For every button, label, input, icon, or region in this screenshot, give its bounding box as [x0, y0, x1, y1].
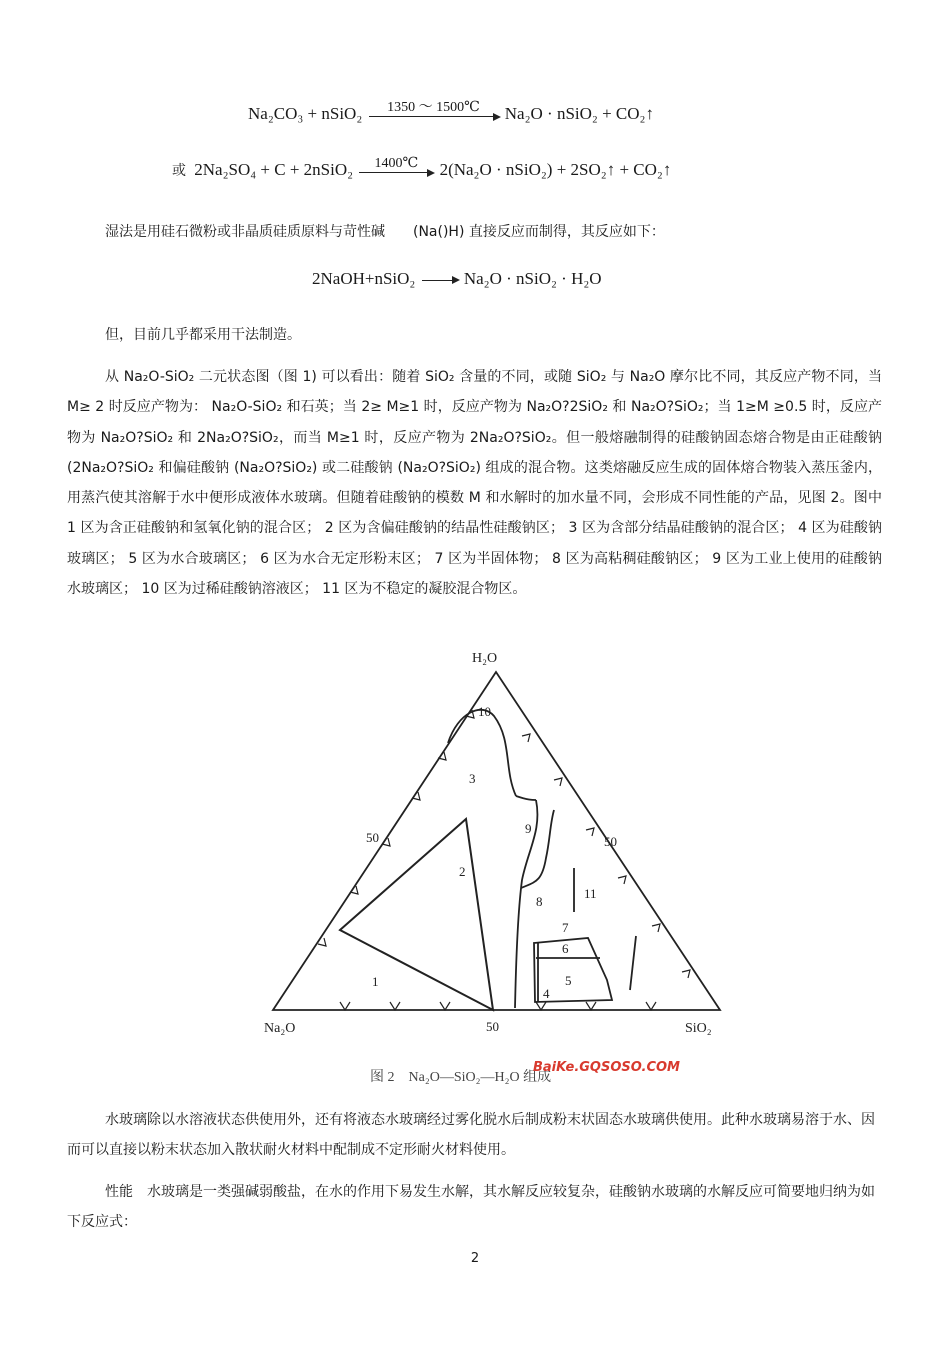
region-label-3: 3	[469, 771, 476, 786]
region-label-7: 7	[562, 920, 569, 935]
region-label-5: 5	[565, 973, 572, 988]
vertex-label-sodium-oxide: Na₂O	[264, 1021, 296, 1036]
region-label-4: 4	[543, 986, 550, 1001]
region-label-2: 2	[459, 864, 466, 879]
region-label-8: 8	[536, 894, 543, 909]
equation-lead-word: 或	[172, 163, 186, 179]
boundary-right-line	[630, 936, 636, 990]
region-label-1: 1	[372, 974, 379, 989]
boundary-10-3	[448, 710, 516, 796]
paragraph-wet-method	[67, 217, 882, 247]
reaction-condition: 1350 〜 1500℃	[387, 100, 480, 115]
paragraph-dry-method	[67, 320, 882, 350]
region-label-6: 6	[562, 941, 569, 956]
paragraph-phase-description	[67, 362, 882, 604]
region-2-boundary	[340, 819, 493, 1010]
ternary-phase-diagram	[260, 640, 730, 1090]
reaction-condition: 1400℃	[374, 156, 419, 171]
equation-left: 2NaOH+nSiO₂	[312, 269, 416, 288]
region-label-10: 10	[478, 704, 491, 719]
equation-left: 2Na₂SO₄ + C + 2nSiO₂	[194, 160, 354, 179]
paragraph-text: 但，目前几乎都采用干法制造。	[105, 327, 301, 343]
paragraph-text: 水玻璃除以水溶液状态供使用外，还有将液态水玻璃经过雾化脱水后制成粉末状固态水玻璃供使用。此种水玻璃易溶于水、因而可以直接以粉末状态加入散状耐火材料中配制成不定形耐火材料使用。	[67, 1112, 875, 1159]
equation-left: Na₂CO₃ + nSiO₂	[248, 104, 363, 123]
scale-label-bottom-50: 50	[486, 1019, 499, 1034]
region-label-9: 9	[525, 821, 532, 836]
vertex-label-silica: SiO₂	[685, 1021, 712, 1036]
page-number: 2	[470, 1251, 480, 1266]
paragraph-text: 湿法是用硅石微粉或非晶质硅质原料与苛性碱 (Na()H) 直接反应而制得，其反应如下：	[105, 224, 665, 240]
paragraph-properties	[67, 1177, 882, 1238]
equation-right: Na₂O · nSiO₂ · H₂O	[463, 269, 602, 288]
equation-right: Na₂O · nSiO₂ + CO₂↑	[504, 104, 654, 123]
triangle-outline	[273, 672, 720, 1010]
vertex-label-water: H₂O	[472, 651, 498, 666]
equation-right: 2(Na₂O · nSiO₂) + 2SO₂↑ + CO₂↑	[439, 160, 672, 179]
figure-caption: 图 2 Na₂O—SiO₂—H₂O 组成	[370, 1070, 552, 1085]
equation-dry-carbonate	[248, 100, 654, 124]
reaction-arrow	[422, 280, 458, 281]
ternary-diagram-svg	[260, 640, 730, 1090]
reaction-arrow	[369, 100, 499, 124]
equation-wet-method	[312, 269, 602, 289]
watermark-text: BaiKe.GQSOSO.COM	[533, 1060, 680, 1075]
scale-label-left-50: 50	[366, 830, 379, 845]
region-label-11: 11	[584, 886, 597, 901]
paragraph-text: 性能 水玻璃是一类强碱弱酸盐，在水的作用下易发生水解，其水解反应较复杂，硅酸钠水玻璃的水解反应可简要地归纳为如下反应式：	[67, 1184, 875, 1231]
reaction-arrow	[359, 156, 433, 180]
scale-label-right-50: 50	[604, 834, 617, 849]
equation-dry-sulfate	[172, 156, 671, 180]
paragraph-text: 从 Na₂O-SiO₂ 二元状态图（图 1) 可以看出：随着 SiO₂ 含量的不同，或随 SiO₂ 与 Na₂O 摩尔比不同，其反应产物不同，当 M≥ 2 时反应产物为： Na₂O-SiO₂ 和石英；当 2≥ M≥1 时，反应产物为 Na₂O?2SiO₂ 和 Na₂O?SiO₂；当 1≥M ≥0.5 时，反应产物为 Na₂O?SiO₂ 和 2Na₂O?SiO₂，而当 M≥1 时，反应产物为 2Na₂O?SiO₂。但一般熔融制得的硅酸钠固态熔合物是由正硅酸钠 (2Na₂O?SiO₂ 和偏硅酸钠 (Na₂O?SiO₂) 或二硅酸钠 (Na₂O?SiO₂) 组成的混合物。这类熔融反应生成的固体熔合物装入蒸压釜内，用蒸汽使其溶解于水中便形成液体水玻璃。但随着硅酸钠的模数 M 和水解时的加水量不同，会形成不同性能的产品，见图 2。图中 1 区为含正硅酸钠和氢氧化钠的混合区； 2 区为含偏硅酸钠的结晶性硅酸钠区； 3 区为含部分结晶硅酸钠的混合区； 4 区为硅酸钠玻璃区； 5 区为水合玻璃区； 6 区为水合无定形粉末区； 7 区为半固体物； 8 区为高粘稠硅酸钠区； 9 区为工业上使用的硅酸钠水玻璃区； 10 区为过稀硅酸钠溶液区； 11 区为不稳定的凝胶混合物区。	[67, 369, 882, 598]
boundary-3-9	[516, 796, 536, 800]
paragraph-powder-form	[67, 1105, 882, 1166]
